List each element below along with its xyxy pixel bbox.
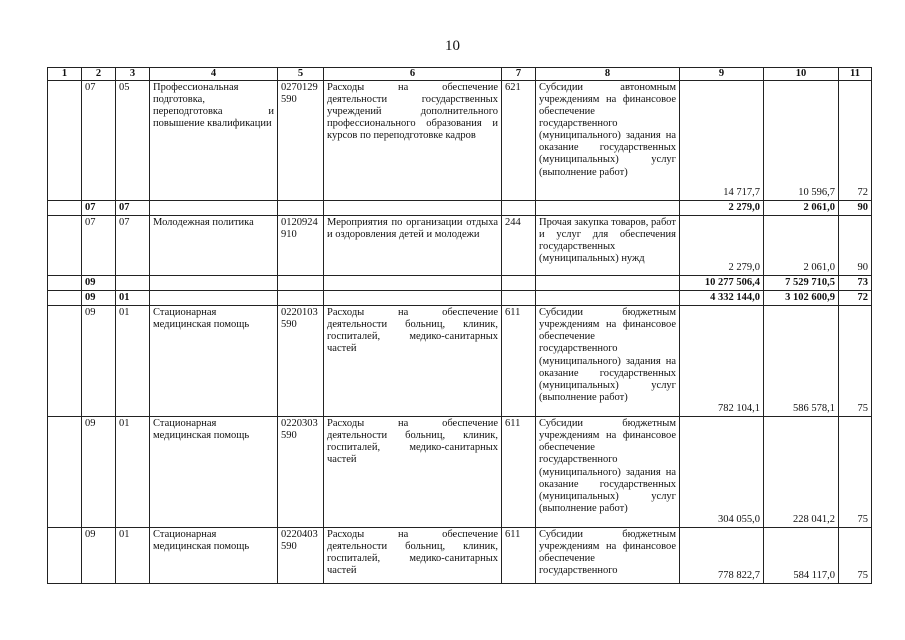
cell-expense-type: 621 xyxy=(502,81,536,201)
col-header-3: 3 xyxy=(116,68,150,81)
cell-name xyxy=(150,276,278,291)
cell-percent: 75 xyxy=(839,417,872,528)
cell-target-code xyxy=(278,291,324,306)
cell-percent: 72 xyxy=(839,291,872,306)
table-row xyxy=(48,528,872,584)
header-row xyxy=(48,68,872,81)
cell-planned: 778 822,7 xyxy=(680,528,764,584)
cell-target-code: 0220103590 xyxy=(278,306,324,417)
cell-section: 07 xyxy=(82,216,116,276)
table-row xyxy=(48,291,872,306)
col-header-4: 4 xyxy=(150,68,278,81)
col-header-7: 7 xyxy=(502,68,536,81)
cell-expense-description xyxy=(324,201,502,216)
page-number: 10 xyxy=(445,38,460,54)
cell-expense-type-name: Субсидии автономным учреждениям на финансовое обеспечение государственного (муниципального) задания на оказание государственных (муниципальных) услуг (выполнение работ) xyxy=(536,81,680,201)
cell-section: 09 xyxy=(82,291,116,306)
col-header-2: 2 xyxy=(82,68,116,81)
cell-1 xyxy=(48,276,82,291)
col-header-9: 9 xyxy=(680,68,764,81)
cell-percent: 75 xyxy=(839,306,872,417)
cell-1 xyxy=(48,291,82,306)
cell-percent: 73 xyxy=(839,276,872,291)
cell-section: 09 xyxy=(82,528,116,584)
cell-1 xyxy=(48,417,82,528)
cell-target-code: 0120924910 xyxy=(278,216,324,276)
cell-expense-type-name xyxy=(536,276,680,291)
cell-name: Стационарная медицинская помощь xyxy=(150,528,278,584)
cell-name xyxy=(150,201,278,216)
cell-expense-type xyxy=(502,276,536,291)
cell-name xyxy=(150,291,278,306)
cell-actual: 7 529 710,5 xyxy=(764,276,839,291)
table-row xyxy=(48,417,872,528)
cell-1 xyxy=(48,528,82,584)
cell-expense-description xyxy=(324,291,502,306)
cell-planned: 4 332 144,0 xyxy=(680,291,764,306)
cell-expense-type: 611 xyxy=(502,417,536,528)
cell-actual: 3 102 600,9 xyxy=(764,291,839,306)
cell-target-code: 0220403590 xyxy=(278,528,324,584)
cell-subsection: 01 xyxy=(116,528,150,584)
cell-planned: 14 717,7 xyxy=(680,81,764,201)
cell-1 xyxy=(48,201,82,216)
cell-expense-description: Расходы на обеспечение деятельности больниц, клиник, госпиталей, медико-санитарных частей xyxy=(324,306,502,417)
cell-target-code: 0220303590 xyxy=(278,417,324,528)
cell-target-code xyxy=(278,201,324,216)
cell-actual: 228 041,2 xyxy=(764,417,839,528)
col-header-8: 8 xyxy=(536,68,680,81)
cell-planned: 304 055,0 xyxy=(680,417,764,528)
cell-subsection: 01 xyxy=(116,417,150,528)
cell-percent: 75 xyxy=(839,528,872,584)
cell-section: 09 xyxy=(82,276,116,291)
cell-expense-type: 244 xyxy=(502,216,536,276)
budget-table xyxy=(47,67,872,584)
cell-expense-type-name: Субсидии бюджетным учреждениям на финансовое обеспечение государственного (муниципального) задания на оказание государственных (муниципальных) услуг (выполнение работ) xyxy=(536,417,680,528)
cell-expense-type-name xyxy=(536,201,680,216)
cell-expense-description: Расходы на обеспечение деятельности больниц, клиник, госпиталей, медико-санитарных частей xyxy=(324,528,502,584)
cell-1 xyxy=(48,81,82,201)
col-header-1: 1 xyxy=(48,68,82,81)
cell-name: Стационарная медицинская помощь xyxy=(150,417,278,528)
cell-percent: 72 xyxy=(839,81,872,201)
cell-section: 09 xyxy=(82,417,116,528)
cell-expense-description: Мероприятия по организации отдыха и оздоровления детей и молодежи xyxy=(324,216,502,276)
cell-1 xyxy=(48,216,82,276)
cell-section: 07 xyxy=(82,201,116,216)
cell-actual: 2 061,0 xyxy=(764,216,839,276)
cell-actual: 10 596,7 xyxy=(764,81,839,201)
cell-target-code: 0270129590 xyxy=(278,81,324,201)
cell-subsection: 01 xyxy=(116,306,150,417)
cell-planned: 782 104,1 xyxy=(680,306,764,417)
col-header-10: 10 xyxy=(764,68,839,81)
cell-actual: 2 061,0 xyxy=(764,201,839,216)
cell-name: Молодежная политика xyxy=(150,216,278,276)
col-header-11: 11 xyxy=(839,68,872,81)
cell-expense-type-name: Субсидии бюджетным учреждениям на финансовое обеспечение государственного xyxy=(536,528,680,584)
cell-expense-type-name xyxy=(536,291,680,306)
cell-subsection: 01 xyxy=(116,291,150,306)
cell-expense-description xyxy=(324,276,502,291)
cell-expense-type xyxy=(502,201,536,216)
cell-subsection: 07 xyxy=(116,216,150,276)
cell-planned: 2 279,0 xyxy=(680,216,764,276)
cell-actual: 586 578,1 xyxy=(764,306,839,417)
cell-percent: 90 xyxy=(839,201,872,216)
col-header-5: 5 xyxy=(278,68,324,81)
cell-expense-description: Расходы на обеспечение деятельности больниц, клиник, госпиталей, медико-санитарных частей xyxy=(324,417,502,528)
table-row xyxy=(48,81,872,201)
table-row xyxy=(48,306,872,417)
cell-actual: 584 117,0 xyxy=(764,528,839,584)
cell-subsection: 05 xyxy=(116,81,150,201)
cell-expense-type-name: Субсидии бюджетным учреждениям на финансовое обеспечение государственного (муниципального) задания на оказание государственных (муниципальных) услуг (выполнение работ) xyxy=(536,306,680,417)
cell-planned: 10 277 506,4 xyxy=(680,276,764,291)
cell-percent: 90 xyxy=(839,216,872,276)
cell-name: Профессиональная подготовка, переподготовка и повышение квалификации xyxy=(150,81,278,201)
cell-section: 07 xyxy=(82,81,116,201)
cell-expense-type-name: Прочая закупка товаров, работ и услуг для обеспечения государственных (муниципальных) нужд xyxy=(536,216,680,276)
table-row xyxy=(48,276,872,291)
cell-expense-type: 611 xyxy=(502,528,536,584)
cell-target-code xyxy=(278,276,324,291)
cell-expense-type xyxy=(502,291,536,306)
cell-expense-type: 611 xyxy=(502,306,536,417)
table-row xyxy=(48,201,872,216)
cell-subsection xyxy=(116,276,150,291)
cell-name: Стационарная медицинская помощь xyxy=(150,306,278,417)
cell-1 xyxy=(48,306,82,417)
cell-expense-description: Расходы на обеспечение деятельности государственных учреждений дополнительного профессионального образования и курсов по переподготовке кадров xyxy=(324,81,502,201)
col-header-6: 6 xyxy=(324,68,502,81)
cell-section: 09 xyxy=(82,306,116,417)
table-row xyxy=(48,216,872,276)
cell-planned: 2 279,0 xyxy=(680,201,764,216)
cell-subsection: 07 xyxy=(116,201,150,216)
